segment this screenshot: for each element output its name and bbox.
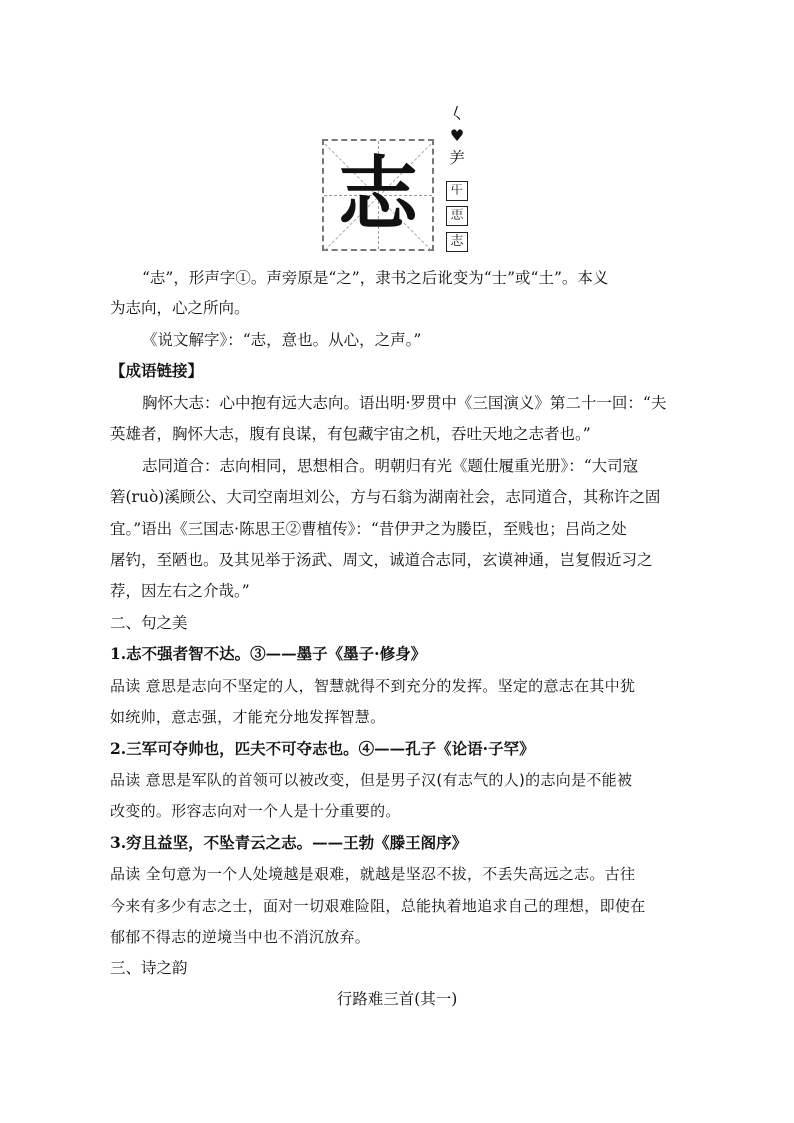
shuowen-quote: 《说文解字》：“志，意也。从心，之声。” bbox=[142, 331, 422, 349]
poem-heading: 三、诗之韵 bbox=[110, 959, 188, 977]
sentence-3-reading-3: 郁郁不得志的逆境当中也不消沉放弃。 bbox=[110, 928, 371, 946]
sentence-1-reading-1: 品读 意思是志向不坚定的人，智慧就得不到充分的发挥。坚定的意志在其中犹 bbox=[110, 677, 636, 695]
evolution-glyph-oracle: 𡿨 bbox=[448, 104, 465, 123]
sentence-2-title: 2.三军可夺帅也，匹夫不可夺志也。④——孔子《论语·子罕》 bbox=[110, 739, 535, 758]
sentence-2-reading-2: 改变的。形容志向对一个人是十分重要的。 bbox=[110, 802, 401, 820]
character-grid-box bbox=[322, 139, 434, 251]
sentence-2-reading-1: 品读 意思是军队的首领可以被改变，但是男子汉(有志气的人)的志向是不能被 bbox=[110, 771, 633, 789]
evolution-glyph-bronze: ♥ bbox=[449, 126, 465, 145]
idiom-2-line-1: 志同道合：志向相同，思想相合。明朝归有光《题仕履重光册》：“大司寇 bbox=[142, 457, 639, 475]
sentence-1-title: 1.志不强者智不达。③——墨子《墨子·修身》 bbox=[110, 644, 427, 663]
evolution-glyph-regular: 志 bbox=[446, 232, 468, 252]
poem-title: 行路难三首(其一) bbox=[336, 990, 458, 1008]
idiom-heading: 【成语链接】 bbox=[110, 361, 204, 380]
idiom-2-line-2: 箬(ruò)溪顾公、大司空南坦刘公，方与石翁为湖南社会，志同道合，其称许之固 bbox=[110, 488, 661, 506]
evolution-glyph-seal: ⺶ bbox=[448, 148, 465, 167]
sentence-3-reading-1: 品读 全句意为一个人处境越是艰难，就越是坚忍不拔，不丢失高远之志。古往 bbox=[110, 865, 636, 883]
idiom-2-line-4: 屠钓，至陋也。及其见举于汤武、周文，诚道合志同，玄谟神通，岂复假近习之 bbox=[110, 551, 653, 569]
idiom-2-line-5: 荐，因左右之介哉。” bbox=[110, 582, 250, 600]
idiom-1-line-1: 胸怀大志：心中抱有远大志向。语出明·罗贯中《三国演义》第二十一回：“夫 bbox=[142, 394, 667, 412]
sentence-3-reading-2: 今来有多少有志之士，面对一切艰难险阻，总能执着地追求自己的理想，即使在 bbox=[110, 897, 646, 915]
idiom-2-line-3: 宜。”语出《三国志·陈思王②曹植传》：“昔伊尹之为媵臣，至贱也；吕尚之处 bbox=[110, 520, 627, 538]
main-character: 志 bbox=[338, 148, 418, 241]
sentences-heading: 二、句之美 bbox=[110, 614, 188, 632]
sentence-1-reading-2: 如统帅，意志强，才能充分地发挥智慧。 bbox=[110, 708, 386, 726]
sentence-3-title: 3.穷且益坚，不坠青云之志。——王勃《滕王阁序》 bbox=[110, 833, 468, 852]
intro-line-2: 为志向，心之所向。 bbox=[110, 299, 250, 317]
evolution-glyph-cursive: 𢘑 bbox=[446, 206, 468, 226]
intro-line-1: “志”，形声字①。声旁原是“之”，隶书之后讹变为“士”或“土”。本义 bbox=[142, 269, 609, 287]
evolution-glyph-clerical: 𡕒 bbox=[446, 181, 468, 201]
idiom-1-line-2: 英雄者，胸怀大志，腹有良谋，有包藏宇宙之机，吞吐天地之志者也。” bbox=[110, 425, 591, 443]
